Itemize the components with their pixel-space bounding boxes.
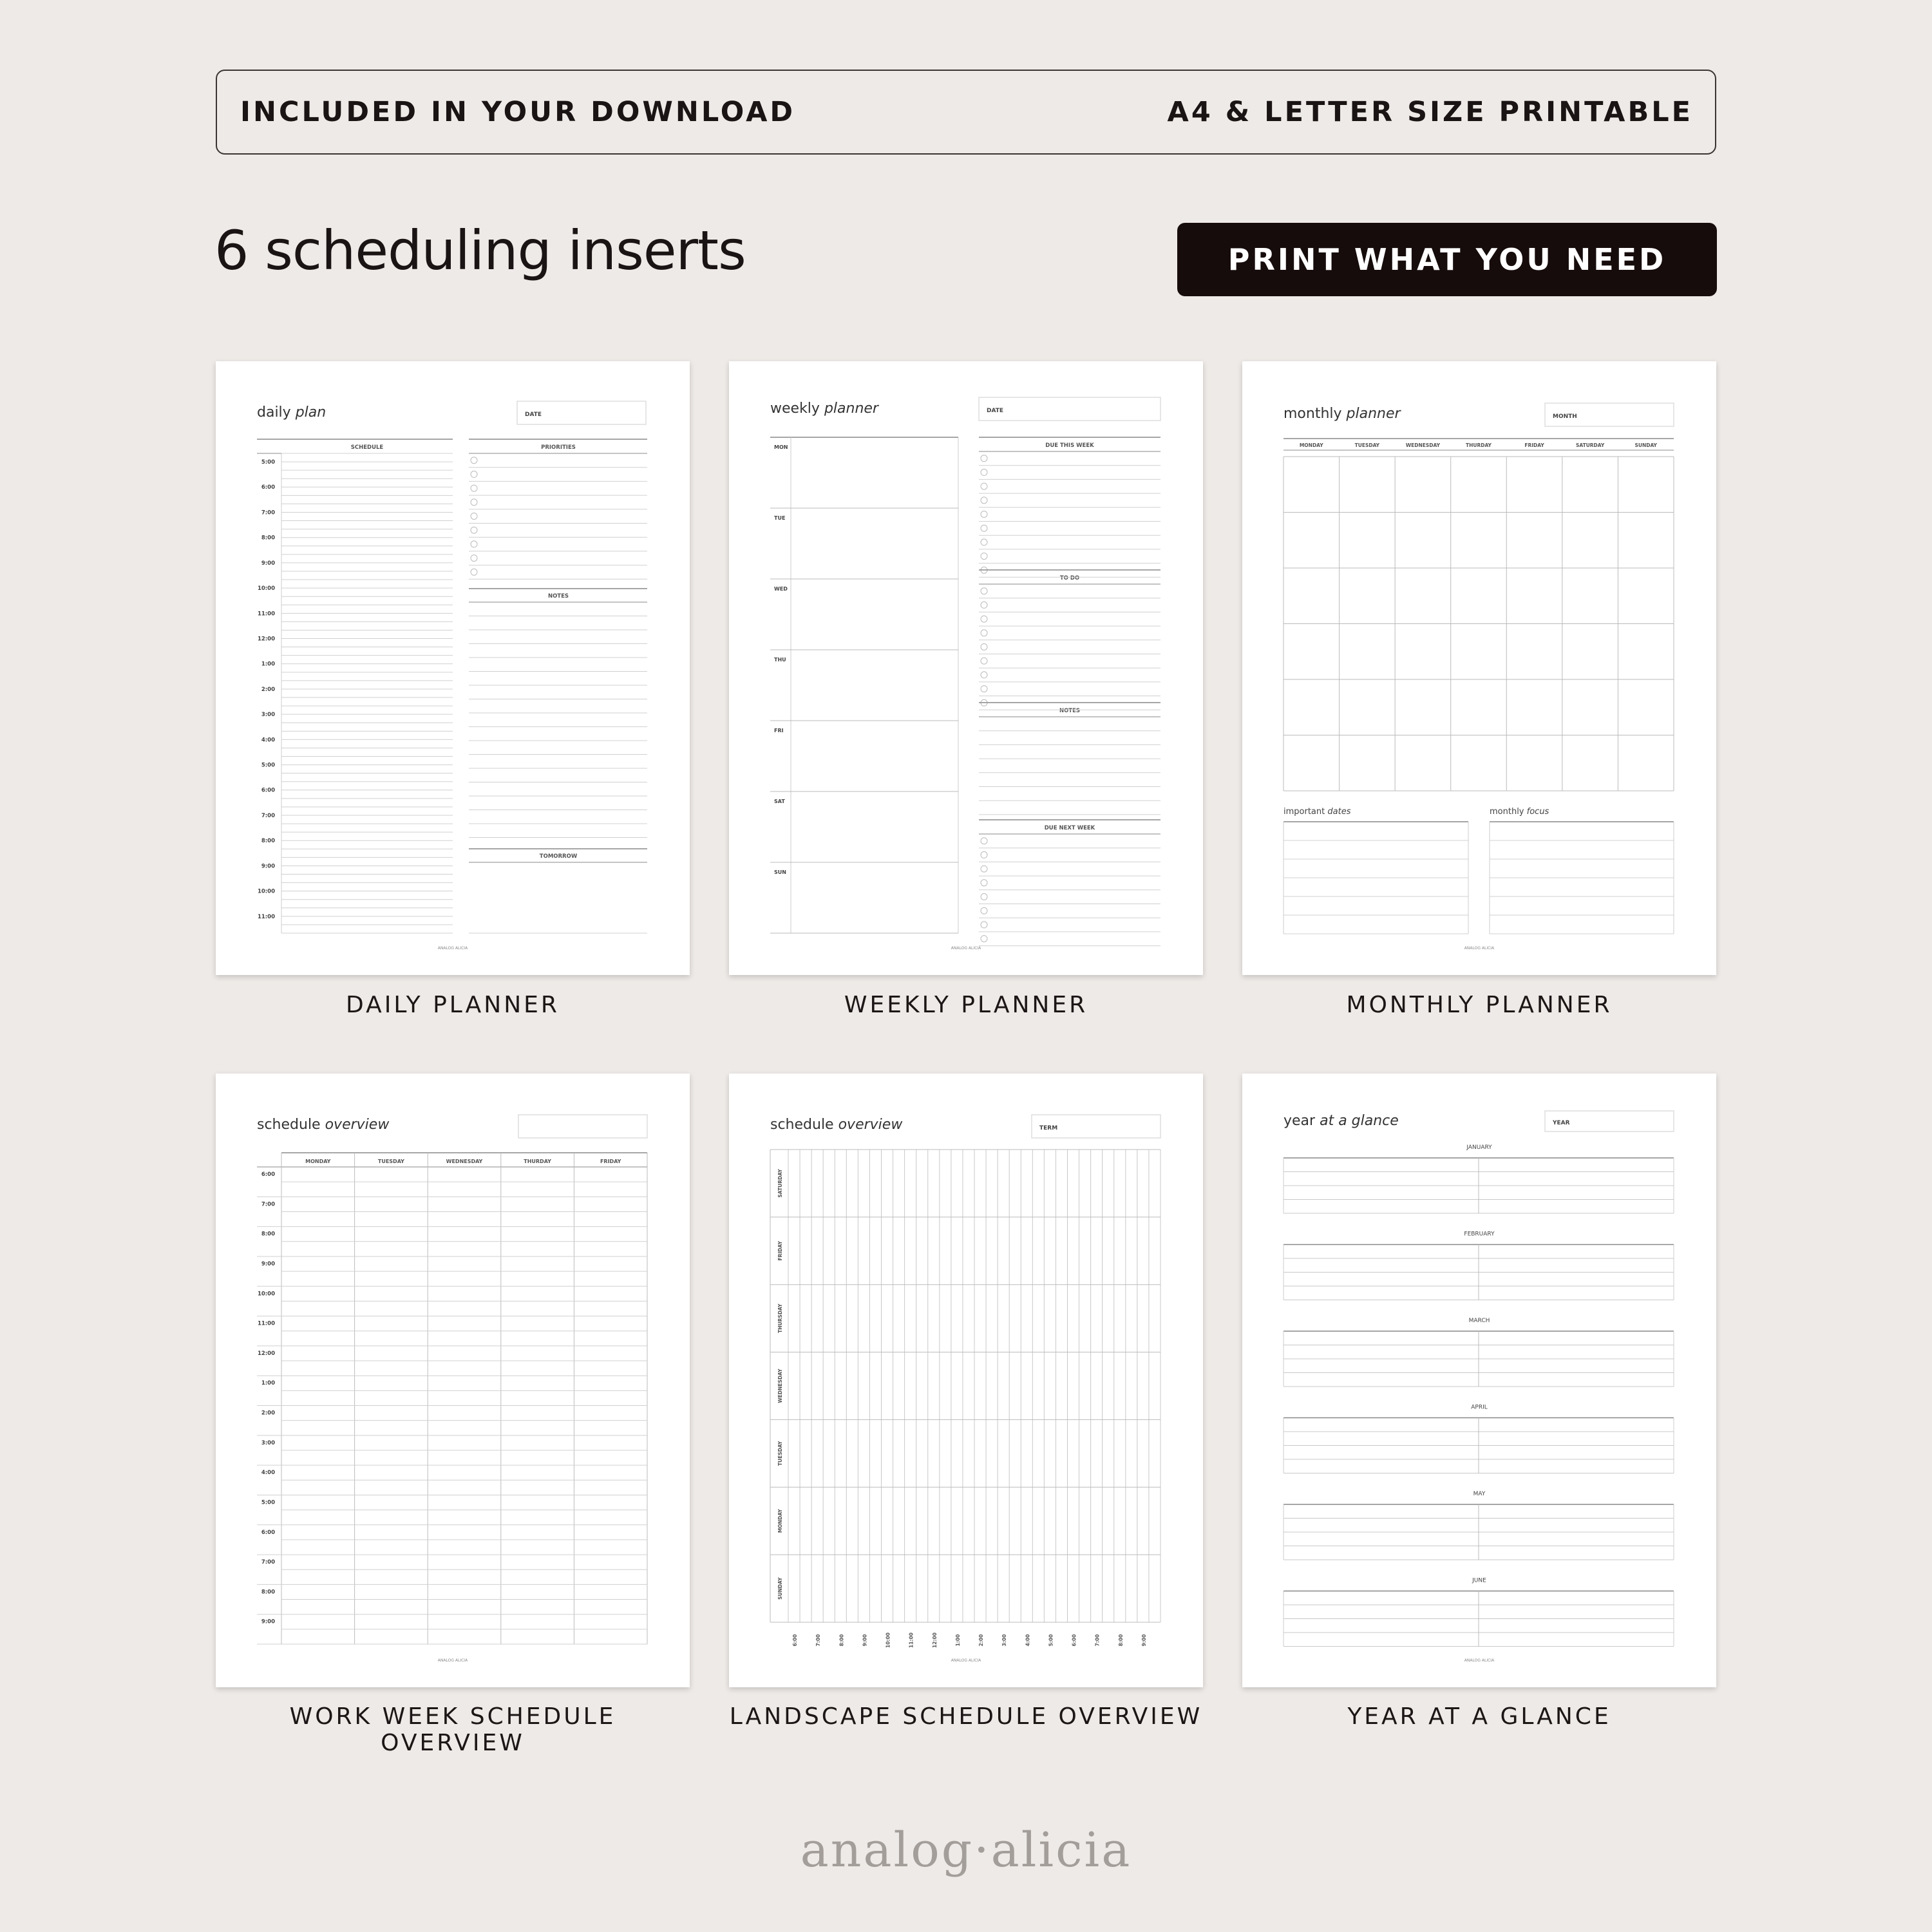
insert-title: monthly planner xyxy=(1283,406,1401,422)
checkbox-circle xyxy=(981,658,987,664)
checkbox-circle xyxy=(981,922,987,928)
checkbox-circle xyxy=(981,525,987,531)
checkbox-circle xyxy=(981,851,987,858)
time-label: 1:00 xyxy=(261,1380,275,1387)
day-label: FRIDAY xyxy=(777,1241,783,1261)
banner-left-text: INCLUDED IN YOUR DOWNLOAD xyxy=(240,96,796,128)
time-label: 9:00 xyxy=(1141,1634,1147,1647)
daily-planner-preview xyxy=(216,361,690,975)
time-label: 7:00 xyxy=(261,509,275,516)
caption-landscape: LANDSCAPE SCHEDULE OVERVIEW xyxy=(729,1703,1203,1730)
day-label: MONDAY xyxy=(777,1509,783,1533)
due-next-week-heading: DUE NEXT WEEK xyxy=(1044,825,1095,831)
insert-card-monthly[interactable] xyxy=(1242,361,1716,975)
time-label: 4:00 xyxy=(1025,1634,1031,1647)
weekday-label: WEDNESDAY xyxy=(1405,442,1441,448)
to-do-heading: TO DO xyxy=(1059,575,1080,582)
day-label: WED xyxy=(774,586,788,592)
year-grid xyxy=(1283,1144,1674,1647)
time-label: 6:00 xyxy=(261,1529,275,1536)
time-label: 3:00 xyxy=(1001,1634,1008,1647)
checkbox-circle xyxy=(981,511,987,518)
day-label: THURSDAY xyxy=(777,1303,783,1333)
time-label: 2:00 xyxy=(978,1634,985,1647)
footer-brand: ANALOG ALICIA xyxy=(951,1658,981,1663)
time-label: 7:00 xyxy=(261,812,275,819)
time-label: 6:00 xyxy=(1071,1634,1077,1647)
caption-daily-planner: DAILY PLANNER xyxy=(346,992,560,1018)
time-label: 12:00 xyxy=(931,1633,938,1648)
month-label: APRIL xyxy=(1471,1404,1488,1411)
time-label: 7:00 xyxy=(1094,1634,1101,1647)
checkbox-circle xyxy=(471,457,477,464)
time-label: 9:00 xyxy=(261,1260,275,1267)
weekday-label: TUESDAY xyxy=(377,1159,404,1164)
checkbox-circle xyxy=(471,513,477,520)
date-field xyxy=(979,397,1160,421)
tomorrow-heading: TOMORROW xyxy=(539,853,578,860)
footer-brand: ANALOG ALICIA xyxy=(951,946,981,951)
insert-card-year[interactable] xyxy=(1242,1074,1716,1687)
weekday-label: MONDAY xyxy=(305,1159,331,1164)
insert-title: daily plan xyxy=(257,404,327,421)
time-label: 8:00 xyxy=(261,535,275,542)
time-label: 9:00 xyxy=(862,1634,868,1647)
notes-heading: NOTES xyxy=(1059,708,1081,714)
page-title: 6 scheduling inserts xyxy=(214,219,746,282)
insert-title: year at a glance xyxy=(1283,1113,1399,1129)
year-field-label: YEAR xyxy=(1553,1120,1570,1126)
checkbox-circle xyxy=(981,588,987,594)
month-label: MARCH xyxy=(1468,1318,1490,1324)
weekday-label: FRIDAY xyxy=(600,1159,621,1164)
time-label: 11:00 xyxy=(257,1320,275,1327)
blank-field xyxy=(518,1115,647,1138)
day-label: SUN xyxy=(774,869,786,875)
insert-card-weekly[interactable] xyxy=(729,361,1203,975)
time-label: 5:00 xyxy=(1048,1634,1054,1647)
time-label: 10:00 xyxy=(257,585,275,592)
time-label: 7:00 xyxy=(261,1201,275,1208)
term-field-label: TERM xyxy=(1039,1125,1058,1132)
brand-logo: analog·alicia xyxy=(800,1823,1132,1878)
day-label: MON xyxy=(774,444,788,450)
month-field-label: MONTH xyxy=(1553,413,1577,420)
checkbox-circle xyxy=(981,686,987,692)
time-label: 7:00 xyxy=(261,1559,275,1566)
checkbox-circle xyxy=(981,539,987,545)
time-label: 11:00 xyxy=(257,611,275,618)
banner-right-text: A4 & LETTER SIZE PRINTABLE xyxy=(1167,96,1693,128)
time-label: 5:00 xyxy=(261,459,275,466)
day-label: THU xyxy=(774,657,786,663)
time-label: 9:00 xyxy=(261,863,275,870)
time-label: 7:00 xyxy=(815,1634,822,1647)
priorities-heading: PRIORITIES xyxy=(541,444,576,451)
checkbox-circle xyxy=(981,455,987,462)
month-label: JANUARY xyxy=(1466,1144,1492,1151)
checkbox-circle xyxy=(981,630,987,636)
caption-year-at-a-glance: YEAR AT A GLANCE xyxy=(1347,1703,1611,1730)
time-label: 9:00 xyxy=(261,1618,275,1625)
checkbox-circle xyxy=(981,936,987,942)
time-label: 8:00 xyxy=(261,838,275,845)
weekday-label: MONDAY xyxy=(1299,442,1323,448)
weekday-label: FRIDAY xyxy=(1524,442,1544,448)
weekday-label: THURDAY xyxy=(524,1159,551,1164)
date-field-label: DATE xyxy=(987,408,1004,414)
time-label: 8:00 xyxy=(261,1231,275,1238)
caption-monthly-planner: MONTHLY PLANNER xyxy=(1346,992,1613,1018)
checkbox-circle xyxy=(981,616,987,622)
insert-card-landscape[interactable] xyxy=(729,1074,1203,1687)
time-label: 3:00 xyxy=(261,1439,275,1446)
time-label: 1:00 xyxy=(261,661,275,668)
weekday-label: SUNDAY xyxy=(1634,442,1657,448)
time-label: 3:00 xyxy=(261,712,275,719)
monthly-grid xyxy=(1283,439,1674,934)
time-label: 10:00 xyxy=(257,888,275,895)
weekly-grid xyxy=(770,437,1160,946)
weekday-label: TUESDAY xyxy=(1354,442,1380,448)
year-at-a-glance-preview xyxy=(1242,1074,1716,1687)
insert-title: schedule overview xyxy=(257,1117,390,1133)
landscape-preview xyxy=(729,1074,1203,1687)
weekday-label: WEDNESDAY xyxy=(446,1159,483,1164)
date-field-label: DATE xyxy=(525,412,542,418)
checkbox-circle xyxy=(471,471,477,477)
time-label: 5:00 xyxy=(261,762,275,769)
month-label: MAY xyxy=(1473,1491,1486,1497)
day-label: WEDNESDAY xyxy=(777,1368,783,1403)
notes-heading: NOTES xyxy=(547,593,569,600)
insert-card-work-week[interactable] xyxy=(216,1074,690,1687)
checkbox-circle xyxy=(981,644,987,650)
month-label: FEBRUARY xyxy=(1464,1231,1495,1238)
caption-weekly-planner: WEEKLY PLANNER xyxy=(844,992,1088,1018)
time-label: 9:00 xyxy=(261,560,275,567)
checkbox-circle xyxy=(471,527,477,533)
caption-work-week: WORK WEEK SCHEDULE OVERVIEW xyxy=(289,1703,616,1756)
checkbox-circle xyxy=(981,601,987,608)
day-label: TUE xyxy=(774,515,786,521)
month-label: JUNE xyxy=(1472,1577,1486,1584)
time-label: 12:00 xyxy=(257,636,275,643)
checkbox-circle xyxy=(471,541,477,547)
time-label: 12:00 xyxy=(257,1350,275,1357)
day-label: SUNDAY xyxy=(777,1577,783,1600)
time-label: 1:00 xyxy=(954,1634,961,1647)
time-label: 11:00 xyxy=(257,913,275,920)
print-what-you-need-button[interactable]: PRINT WHAT YOU NEED xyxy=(1177,223,1717,296)
time-label: 5:00 xyxy=(261,1499,275,1506)
time-label: 10:00 xyxy=(257,1291,275,1298)
insert-title: schedule overview xyxy=(770,1117,903,1133)
time-label: 6:00 xyxy=(792,1634,799,1647)
day-label: SAT xyxy=(774,799,785,804)
daily-grid xyxy=(257,439,647,933)
weekday-label: THURDAY xyxy=(1465,442,1492,448)
time-label: 8:00 xyxy=(838,1634,845,1647)
important-dates-label: important dates xyxy=(1283,807,1351,817)
monthly-planner-preview xyxy=(1242,361,1716,975)
day-label: SATURDAY xyxy=(777,1169,783,1198)
checkbox-circle xyxy=(981,497,987,504)
monthly-focus-label: monthly focus xyxy=(1490,807,1549,817)
day-label: TUESDAY xyxy=(777,1441,783,1466)
checkbox-circle xyxy=(981,553,987,560)
landscape-grid xyxy=(770,1150,1160,1648)
due-this-week-heading: DUE THIS WEEK xyxy=(1045,442,1094,449)
checkbox-circle xyxy=(981,880,987,886)
time-label: 2:00 xyxy=(261,1410,275,1417)
time-label: 11:00 xyxy=(908,1633,914,1648)
time-label: 8:00 xyxy=(1117,1634,1124,1647)
checkbox-circle xyxy=(981,838,987,844)
checkbox-circle xyxy=(981,469,987,475)
checkbox-circle xyxy=(981,907,987,914)
time-label: 10:00 xyxy=(885,1633,891,1648)
time-label: 8:00 xyxy=(261,1589,275,1596)
time-label: 6:00 xyxy=(261,484,275,491)
work-week-preview xyxy=(216,1074,690,1687)
included-banner xyxy=(216,70,1716,155)
time-label: 6:00 xyxy=(261,1171,275,1178)
insert-card-daily[interactable] xyxy=(216,361,690,975)
weekly-planner-preview xyxy=(729,361,1203,975)
weekday-label: SATURDAY xyxy=(1575,442,1605,448)
checkbox-circle xyxy=(471,569,477,575)
checkbox-circle xyxy=(981,672,987,678)
checkbox-circle xyxy=(981,866,987,872)
checkbox-circle xyxy=(471,499,477,506)
time-label: 2:00 xyxy=(261,686,275,693)
footer-brand: ANALOG ALICIA xyxy=(437,1658,468,1663)
schedule-heading: SCHEDULE xyxy=(350,444,384,451)
checkbox-circle xyxy=(471,485,477,491)
time-label: 6:00 xyxy=(261,787,275,794)
insert-title: weekly planner xyxy=(770,401,878,417)
checkbox-circle xyxy=(981,483,987,489)
footer-brand: ANALOG ALICIA xyxy=(437,946,468,951)
time-label: 4:00 xyxy=(261,737,275,744)
checkbox-circle xyxy=(471,555,477,562)
checkbox-circle xyxy=(981,894,987,900)
time-label: 4:00 xyxy=(261,1470,275,1477)
day-label: FRI xyxy=(774,728,784,734)
footer-brand: ANALOG ALICIA xyxy=(1464,946,1495,951)
work-week-grid xyxy=(257,1153,647,1644)
footer-brand: ANALOG ALICIA xyxy=(1464,1658,1495,1663)
